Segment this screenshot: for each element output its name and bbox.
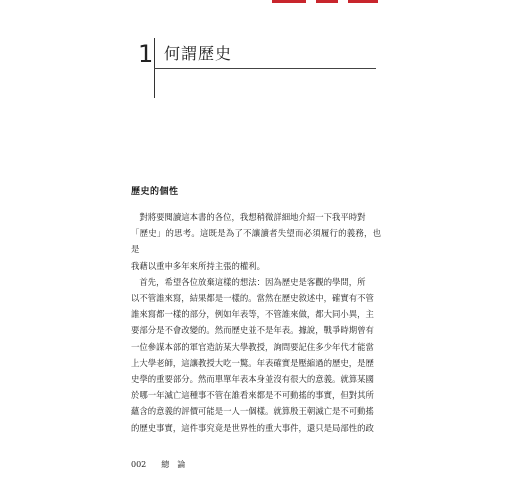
paragraph: 對將要閱讀這本書的各位，我想稍微詳細地介紹一下我平時對 「歷史」的思考。這既是為了不讓讀者失望而必須履行的義務，也是 我藉以重申多年來所持主張的權利。 [131, 212, 381, 271]
page-footer [131, 460, 193, 470]
chapter-header [138, 38, 378, 98]
top-accent-mark [272, 0, 382, 4]
page-number: 002 [131, 460, 147, 469]
chapter-horizontal-rule [154, 68, 376, 69]
accent-stroke [348, 0, 378, 3]
chapter-title: 何謂歷史 [164, 44, 233, 63]
chapter-number: 1 [138, 40, 154, 68]
body-text [131, 209, 381, 436]
accent-stroke [272, 0, 306, 3]
running-title: 總論 [161, 460, 194, 469]
accent-stroke [316, 0, 338, 3]
paragraph: 首先，希望各位放棄這樣的想法：因為歷史是客觀的學問，所 以不管誰來寫，結果都是一樣的。當然在歷史敘述中，確實有不管 誰來寫都一樣的部分，例如年表等，不管誰來做，都大同小異，主 要部分是不會改變的。然而歷史並不是年表。據說，戰爭時期曾有 一位參謀本部的軍官造訪某大學教授，詢問要記住多少年代才能當 上大學老師，這讓教授大吃一驚。年表確實是壓縮過的歷史，是歷 史學的重要部分。然而單單年表本身並沒有很大的意義。就算某國 於哪一年滅亡這種事不管在誰看來都是不可動搖的事實，但對其所 蘊含的意義的評價可能是一人一個樣。就算殷王朝滅亡是不可動搖 的歷史事實，這件事究竟是世界性的重大事件，還只是局部性的政 [131, 276, 374, 433]
section-heading: 歷史的個性 [131, 187, 179, 197]
